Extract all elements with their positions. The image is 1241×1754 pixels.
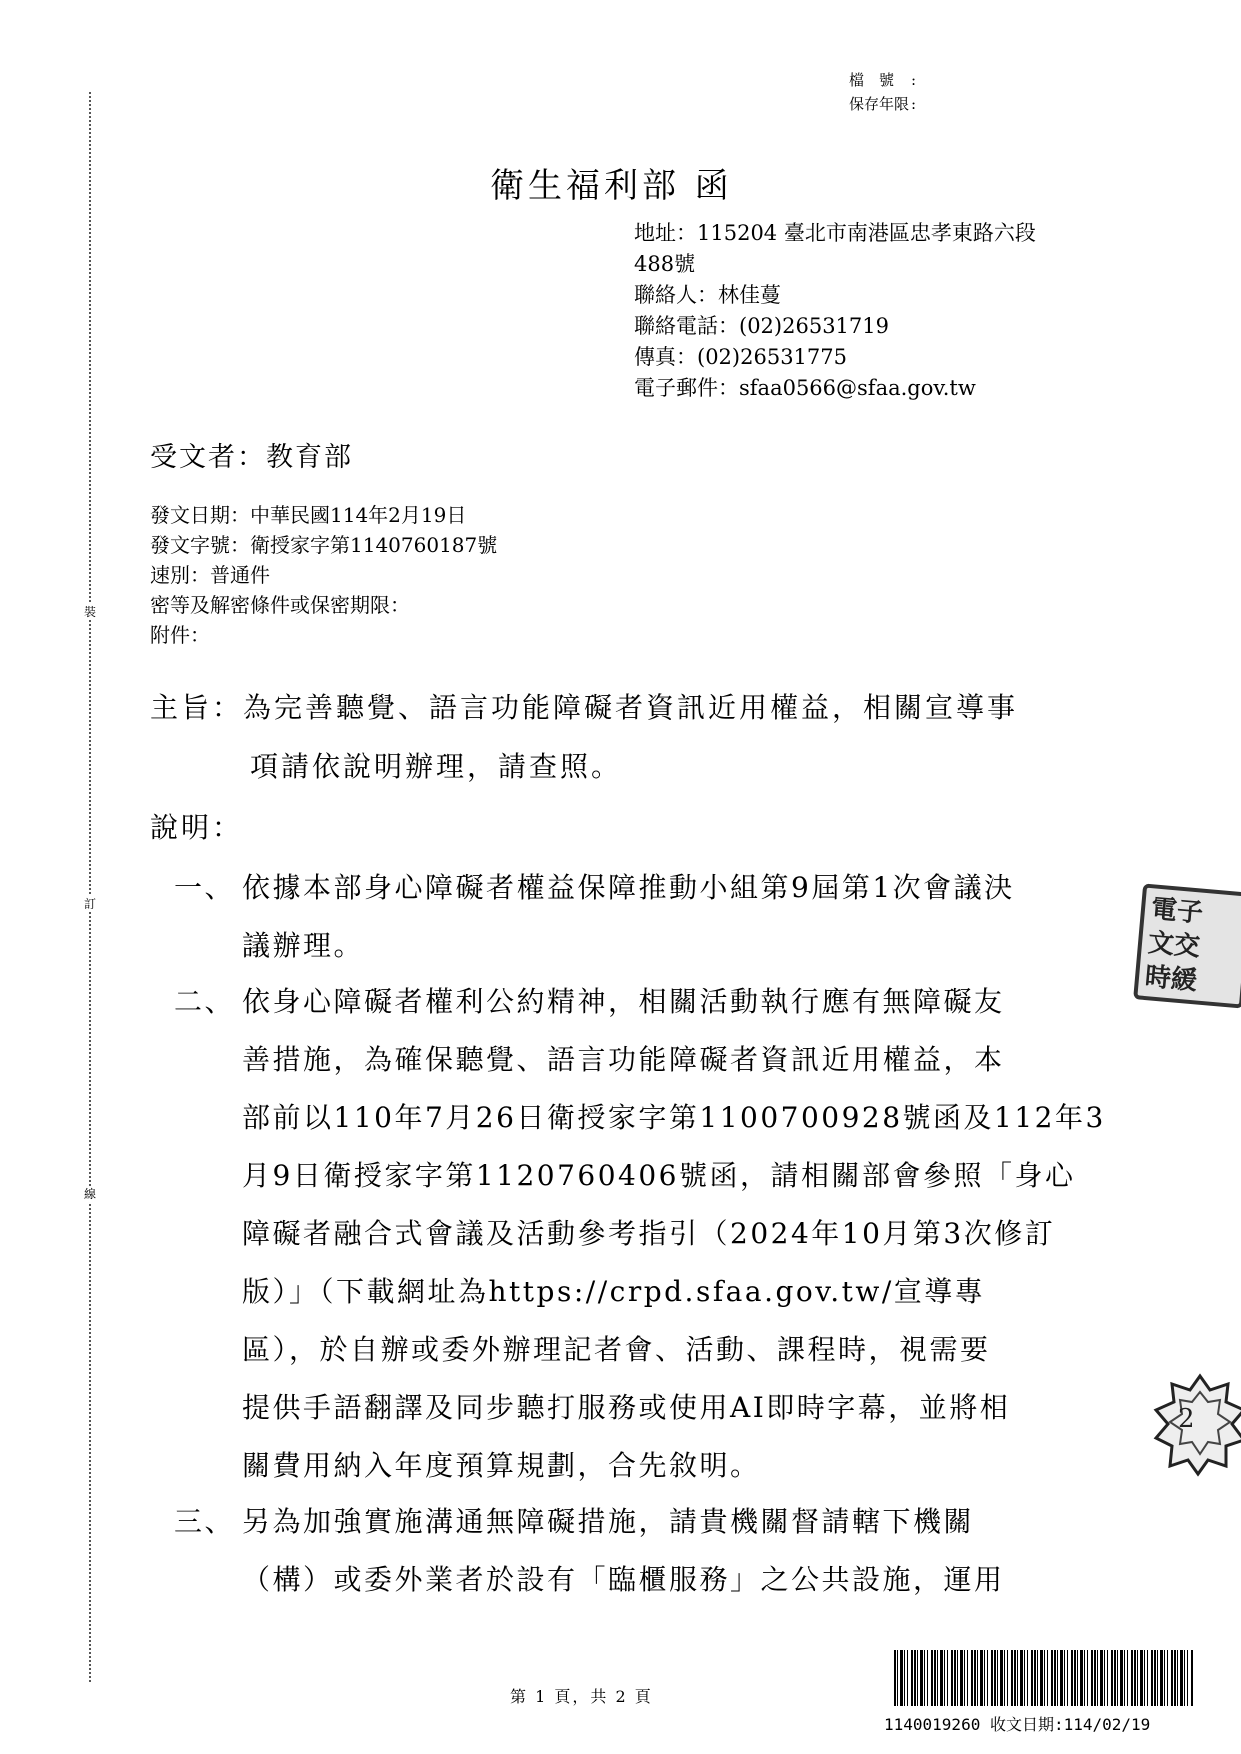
sender-contact: 聯絡人：林佳蔓 xyxy=(634,283,781,307)
subject-line-2: 項請依說明辦理，請查照。 xyxy=(250,750,623,783)
barcode-receipt-text: 1140019260 收文日期:114/02/19 xyxy=(884,1715,1151,1734)
page-indicator: 第 1 頁，共 2 頁 xyxy=(510,1687,653,1706)
item-line: 善措施，為確保聽覺、語言功能障礙者資訊近用權益，本 xyxy=(242,1043,1005,1076)
edge-seal xyxy=(1150,1370,1241,1480)
item-line: 議辦理。 xyxy=(242,929,365,962)
retention-colon: : xyxy=(911,95,917,113)
retention-label: 保存年限 xyxy=(849,95,910,113)
item-line: 依據本部身心障礙者權益保障推動小組第9屆第1次會議決 xyxy=(242,871,1015,904)
item-line: 關費用納入年度預算規劃，合先敘明。 xyxy=(242,1449,761,1482)
sender-address-line1: 地址：115204 臺北市南港區忠孝東路六段 xyxy=(634,221,1036,245)
item-number: 二、 xyxy=(174,985,236,1018)
file-number-label: 檔 號 xyxy=(849,71,895,89)
item-line: 月9日衛授家字第1120760406號函，請相關部會參照「身心 xyxy=(242,1159,1076,1192)
item-line: 部前以110年7月26日衛授家字第1100700928號函及112年3 xyxy=(242,1101,1106,1134)
edge-seal-number: 2 xyxy=(1178,1404,1195,1434)
sender-block xyxy=(634,218,1036,404)
edge-stamp-electronic: 電子 文交 時緩 xyxy=(1133,883,1241,1008)
sender-phone: 聯絡電話：(02)26531719 xyxy=(634,314,889,338)
recipient: 受文者：教育部 xyxy=(150,442,353,473)
item-line: 版）」（下載網址為https://crpd.sfaa.gov.tw/宣導專 xyxy=(242,1275,986,1308)
file-meta xyxy=(849,68,916,116)
file-number-row xyxy=(849,68,916,92)
binding-char-ding: 訂 xyxy=(83,897,96,911)
item-line: 障礙者融合式會議及活動參考指引（2024年10月第3次修訂 xyxy=(242,1217,1056,1250)
item-line: （構）或委外業者於設有「臨櫃服務」之公共設施，運用 xyxy=(242,1563,1005,1596)
sender-address-line2: 488號 xyxy=(634,252,696,276)
doc-info xyxy=(150,500,497,650)
document-title: 衛生福利部 函 xyxy=(490,166,733,206)
explanation-heading: 說明： xyxy=(150,811,244,844)
item-line: 依身心障礙者權利公約精神，相關活動執行應有無障礙友 xyxy=(242,985,1005,1018)
sender-fax: 傳真：(02)26531775 xyxy=(634,345,847,369)
issue-number: 發文字號：衛授家字第1140760187號 xyxy=(150,533,498,557)
item-number: 三、 xyxy=(174,1505,236,1538)
attachment: 附件： xyxy=(150,623,210,647)
barcode xyxy=(894,1650,1194,1706)
item-line: 提供手語翻譯及同步聽打服務或使用AI即時字幕，並將相 xyxy=(242,1391,1011,1424)
secrecy-terms: 密等及解密條件或保密期限： xyxy=(150,593,410,617)
binding-char-zhuang: 裝 xyxy=(83,605,96,619)
speed-class: 速別：普通件 xyxy=(150,563,270,587)
binding-margin-line xyxy=(89,92,91,1682)
retention-row xyxy=(849,92,916,116)
item-line: 另為加強實施溝通無障礙措施，請貴機關督請轄下機關 xyxy=(242,1505,975,1538)
issue-date: 發文日期：中華民國114年2月19日 xyxy=(150,503,467,527)
sender-email: 電子郵件：sfaa0566@sfaa.gov.tw xyxy=(634,376,976,400)
item-number: 一、 xyxy=(174,871,236,904)
file-number-colon: : xyxy=(911,71,917,89)
item-line: 區），於自辦或委外辦理記者會、活動、課程時，視需要 xyxy=(242,1333,991,1366)
binding-char-xian: 線 xyxy=(83,1187,96,1201)
subject-line-1: 主旨：為完善聽覺、語言功能障礙者資訊近用權益，相關宣導事 xyxy=(150,691,1019,724)
